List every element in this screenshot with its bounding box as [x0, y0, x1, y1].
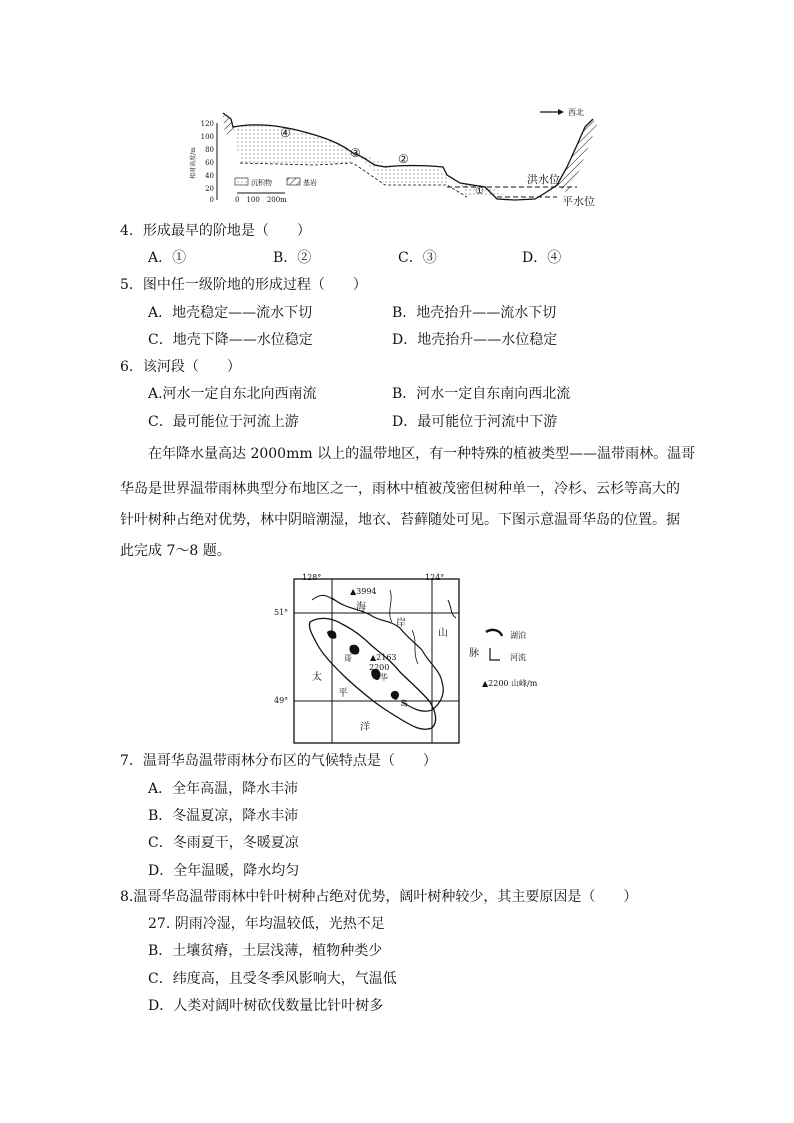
peak-2200: 2200	[369, 663, 390, 672]
q7-option-b: B．冬温夏凉，降水丰沛	[148, 808, 299, 824]
label-ping: 平	[338, 688, 348, 699]
label-hai: 海	[356, 602, 366, 613]
q7-option-a: A．全年高温，降水丰沛	[148, 781, 299, 797]
lat-label-top: 51°	[274, 608, 289, 617]
q5-stem: 5．图中任一级阶地的形成过程（ ）	[120, 277, 367, 293]
peak-3994: ▲3994	[350, 587, 377, 596]
y-tick: 80	[205, 146, 214, 154]
legend-peak-label: ▲2200 山峰/m	[482, 679, 538, 688]
q4-option-d: D．④	[522, 250, 562, 266]
q8-option-a: 27. 阴雨冷湿，年均温较低，光热不足	[148, 916, 385, 932]
legend-bedrock-swatch	[287, 178, 300, 185]
q4-option-a: A．①	[148, 250, 187, 266]
river-legend-icon	[490, 648, 500, 660]
passage-line-2: 华岛是世界温带雨林典型分布地区之一，雨林中植被茂密但树种单一，冷杉、云杉等高大的	[120, 481, 680, 497]
legend-sediment-swatch	[235, 178, 248, 185]
legend-river-label: 河流	[510, 653, 526, 662]
q8-option-d: D．人类对阔叶树砍伐数量比针叶树多	[148, 998, 384, 1014]
q7-option-d: D．全年温暖，降水均匀	[148, 863, 300, 879]
lat-label-bottom: 49°	[274, 696, 289, 705]
q5-option-c: C．地壳下降——水位稳定	[148, 332, 313, 348]
terrace-label-1: ①	[475, 186, 484, 197]
y-axis-title: 相对高度/m	[190, 147, 197, 179]
direction-label: 西北	[568, 108, 584, 117]
q8-option-b: B．土壤贫瘠，土层浅薄，植物种类少	[148, 943, 383, 959]
q5-option-b: B．地壳抬升——流水下切	[392, 305, 557, 321]
legend-bedrock-label: 基岩	[303, 179, 317, 187]
y-tick: 60	[205, 159, 214, 167]
terrace-label-2: ②	[398, 152, 409, 166]
y-tick: 40	[205, 172, 214, 180]
lake-legend-icon	[486, 630, 502, 636]
normal-level-label: 平水位	[562, 195, 595, 208]
q6-option-d: D．最可能位于河流中下游	[392, 414, 558, 430]
island-char-3: 岛	[400, 699, 408, 708]
peak-2163: ▲2163	[370, 653, 397, 662]
vancouver-island-map	[272, 570, 562, 750]
q7-option-c: C．冬雨夏干，冬暖夏凉	[148, 835, 299, 851]
q6-option-c: C．最可能位于河流上游	[148, 414, 299, 430]
passage-line-4: 此完成 7～8 题。	[120, 543, 231, 559]
q6-option-a: A.河水一定自东北向西南流	[148, 386, 317, 402]
q4-option-b: B．②	[273, 250, 312, 266]
scale-label: 0 100 200m	[235, 196, 287, 204]
q6-option-b: B．河水一定自东南向西北流	[392, 386, 571, 402]
q4-stem: 4．形成最早的阶地是（ ）	[120, 223, 311, 239]
terrace-profile-figure	[185, 105, 615, 215]
passage-line-1: 在年降水量高达 2000mm 以上的温带地区，有一种特殊的植被类型——温带雨林。温哥	[148, 446, 696, 462]
legend-sediment-label: 沉积物	[251, 179, 272, 187]
terrace-label-4: ④	[280, 126, 291, 140]
label-shan: 山	[438, 628, 448, 639]
q5-option-a: A．地壳稳定——流水下切	[148, 305, 313, 321]
lon-label-left: 128°	[302, 573, 322, 582]
q7-stem: 7．温哥华岛温带雨林分布区的气候特点是（ ）	[120, 753, 437, 769]
lon-label-right: 124°	[425, 573, 445, 582]
island-char-2: 华	[380, 673, 388, 682]
label-mai: 脉	[469, 648, 479, 659]
q4-option-c: C．③	[398, 250, 437, 266]
q8-stem: 8.温哥华岛温带雨林中针叶树种占绝对优势，阔叶树种较少，其主要原因是（ ）	[120, 889, 638, 905]
y-tick: 0	[209, 196, 214, 204]
q5-option-d: D．地壳抬升——水位稳定	[392, 332, 558, 348]
label-tai: 太	[312, 672, 322, 683]
label-an: 岸	[396, 618, 406, 629]
terrace-label-3: ③	[350, 146, 361, 160]
q8-option-c: C．纬度高，且受冬季风影响大，气温低	[148, 971, 397, 987]
q6-stem: 6．该河段（ ）	[120, 359, 241, 375]
arrow-right-icon	[558, 109, 564, 115]
y-tick: 20	[205, 185, 214, 193]
y-tick: 120	[200, 120, 214, 128]
island-char-1: 哥	[344, 654, 352, 663]
passage-line-3: 针叶树种占绝对优势，林中阴暗潮湿，地衣、苔藓随处可见。下图示意温哥华岛的位置。据	[120, 512, 680, 528]
y-tick: 100	[200, 133, 214, 141]
flood-level-label: 洪水位	[527, 173, 560, 186]
label-yang: 洋	[360, 722, 370, 733]
y-axis-ticks	[201, 120, 214, 204]
legend-lake-label: 湖泊	[510, 631, 526, 640]
